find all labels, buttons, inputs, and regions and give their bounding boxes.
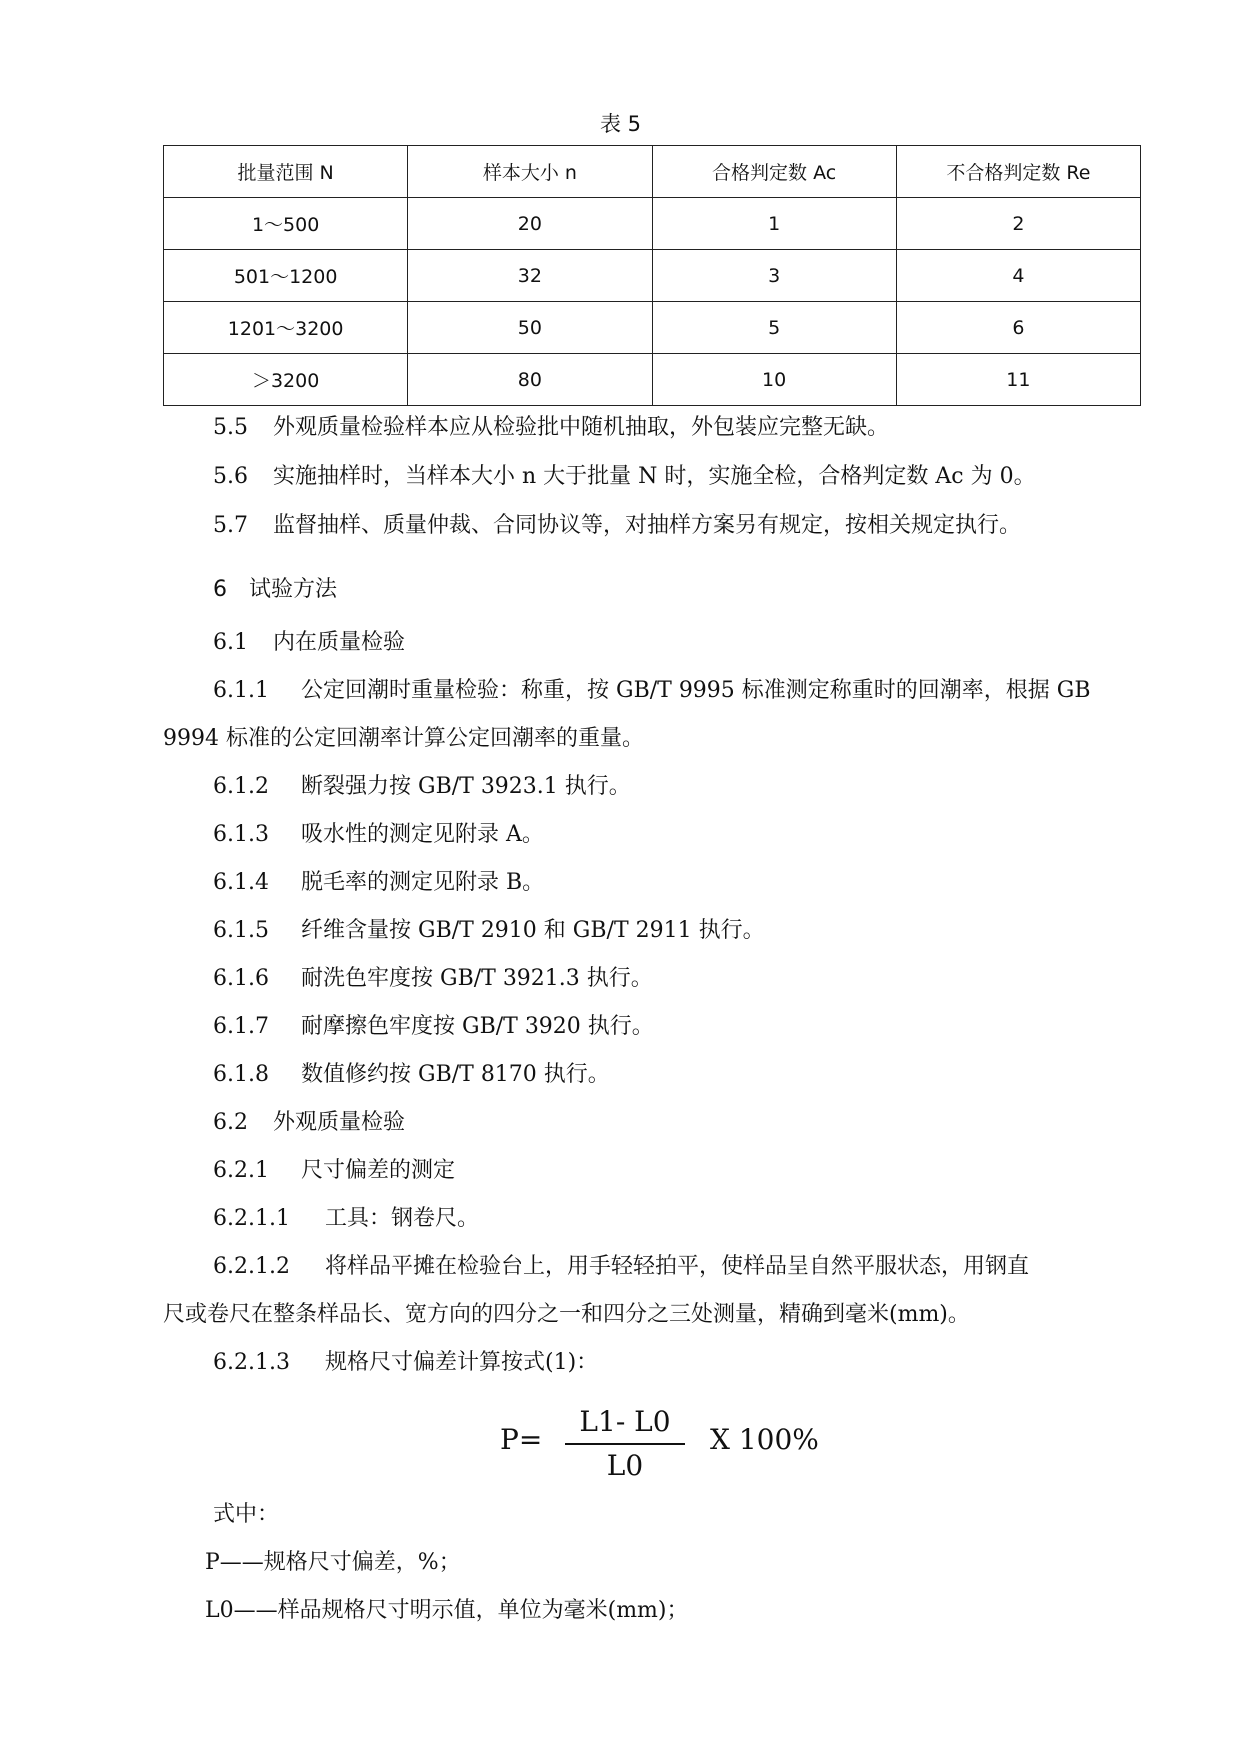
definition-l0: L0——样品规格尺寸明示值，单位为毫米(mm)； [205,1598,689,1623]
clause-number: 5.6 [213,464,248,489]
clause-text: 耐洗色牢度按 GB/T 3921.3 执行。 [301,966,653,991]
clause-6-2-1-2-continuation: 尺或卷尺在整条样品长、宽方向的四分之一和四分之三处测量，精确到毫米(mm)。 [163,1302,970,1327]
cell-sample-size: 80 [408,354,652,406]
formula-fraction [565,1405,685,1483]
section-number: 6 [213,577,227,602]
cell-sample-size: 32 [408,250,652,302]
clause-5-6 [213,462,1036,492]
clause-number: 6.2.1 [213,1158,269,1183]
header-batch-range: 批量范围 N [164,146,408,198]
clause-number: 5.5 [213,415,248,440]
cell-accept-number: 5 [652,302,896,354]
clause-text: 脱毛率的测定见附录 B。 [301,870,545,895]
clause-number: 6.1.5 [213,918,269,943]
where-label: 式中： [213,1502,280,1527]
clause-text: 纤维含量按 GB/T 2910 和 GB/T 2911 执行。 [301,918,765,943]
clause-6-2-1 [213,1156,455,1186]
clause-6-2-1-1 [213,1204,479,1234]
section-title: 试验方法 [249,577,338,602]
clause-text: 外观质量检验样本应从检验批中随机抽取，外包装应完整无缺。 [273,415,890,440]
clause-number: 6.1.2 [213,774,269,799]
clause-number: 6.1.8 [213,1062,269,1087]
clause-5-5 [213,413,889,443]
clause-6-1-1-continuation: 9994 标准的公定回潮率计算公定回潮率的重量。 [163,726,644,751]
clause-6-1-4 [213,868,544,898]
fraction-bar [565,1443,685,1445]
clause-text: 耐摩擦色牢度按 GB/T 3920 执行。 [301,1014,654,1039]
clause-5-7 [213,511,1021,541]
formula-denominator: L0 [606,1449,644,1482]
clause-number: 6.2.1.1 [213,1206,290,1231]
cell-reject-number: 2 [896,198,1140,250]
formula-multiplier: X 100% [710,1423,819,1456]
cell-batch-range: ＞3200 [164,354,408,406]
header-accept-number: 合格判定数 Ac [652,146,896,198]
cell-sample-size: 20 [408,198,652,250]
clause-number: 6.1 [213,630,248,655]
table-row [164,354,1141,406]
clause-6-2-1-3 [213,1348,598,1378]
clause-text: 外观质量检验 [273,1110,406,1135]
table-row [164,198,1141,250]
clause-text: 公定回潮时重量检验：称重，按 GB/T 9995 标准测定称重时的回潮率，根据 GB [301,678,1091,703]
clause-6-1 [213,628,405,658]
deviation-formula [490,1405,850,1485]
clause-number: 6.1.7 [213,1014,269,1039]
cell-accept-number: 1 [652,198,896,250]
table-row [164,302,1141,354]
header-reject-number: 不合格判定数 Re [896,146,1140,198]
clause-6-1-6 [213,964,653,994]
table-header-row [164,146,1141,198]
clause-6-1-7 [213,1012,654,1042]
cell-accept-number: 3 [652,250,896,302]
cell-batch-range: 1201～3200 [164,302,408,354]
sampling-table [163,145,1141,406]
clause-6-2-1-2 [213,1252,1029,1282]
clause-text: 数值修约按 GB/T 8170 执行。 [301,1062,610,1087]
clause-text: 实施抽样时，当样本大小 n 大于批量 N 时，实施全检，合格判定数 Ac 为 0。 [273,464,1036,489]
clause-text: 尺寸偏差的测定 [301,1158,456,1183]
clause-number: 6.2.1.3 [213,1350,290,1375]
clause-number: 6.2 [213,1110,248,1135]
cell-sample-size: 50 [408,302,652,354]
clause-number: 5.7 [213,513,248,538]
clause-6-1-5 [213,916,765,946]
cell-reject-number: 6 [896,302,1140,354]
clause-number: 6.1.3 [213,822,269,847]
clause-6-1-1 [213,676,1091,706]
clause-text: 工具：钢卷尺。 [325,1206,480,1231]
clause-6-1-8 [213,1060,610,1090]
clause-number: 6.2.1.2 [213,1254,290,1279]
cell-batch-range: 1～500 [164,198,408,250]
clause-number: 6.1.6 [213,966,269,991]
cell-reject-number: 11 [896,354,1140,406]
clause-text: 内在质量检验 [273,630,406,655]
clause-text: 将样品平摊在检验台上，用手轻轻拍平，使样品呈自然平服状态，用钢直 [325,1254,1030,1279]
cell-accept-number: 10 [652,354,896,406]
cell-batch-range: 501～1200 [164,250,408,302]
clause-6-1-2 [213,772,631,802]
clause-6-2 [213,1108,405,1138]
formula-lhs: P= [500,1423,543,1456]
clause-number: 6.1.4 [213,870,269,895]
clause-text: 规格尺寸偏差计算按式(1)： [325,1350,599,1375]
clause-text: 吸水性的测定见附录 A。 [301,822,544,847]
clause-text: 断裂强力按 GB/T 3923.1 执行。 [301,774,631,799]
cell-reject-number: 4 [896,250,1140,302]
definition-p: P——规格尺寸偏差，%； [205,1550,461,1575]
section-heading-6 [213,575,337,605]
header-sample-size: 样本大小 n [408,146,652,198]
clause-number: 6.1.1 [213,678,269,703]
table-caption: 表 5 [599,112,642,136]
formula-numerator: L1- L0 [579,1405,671,1438]
clause-6-1-3 [213,820,544,850]
clause-text: 监督抽样、质量仲裁、合同协议等，对抽样方案另有规定，按相关规定执行。 [273,513,1022,538]
table-row [164,250,1141,302]
